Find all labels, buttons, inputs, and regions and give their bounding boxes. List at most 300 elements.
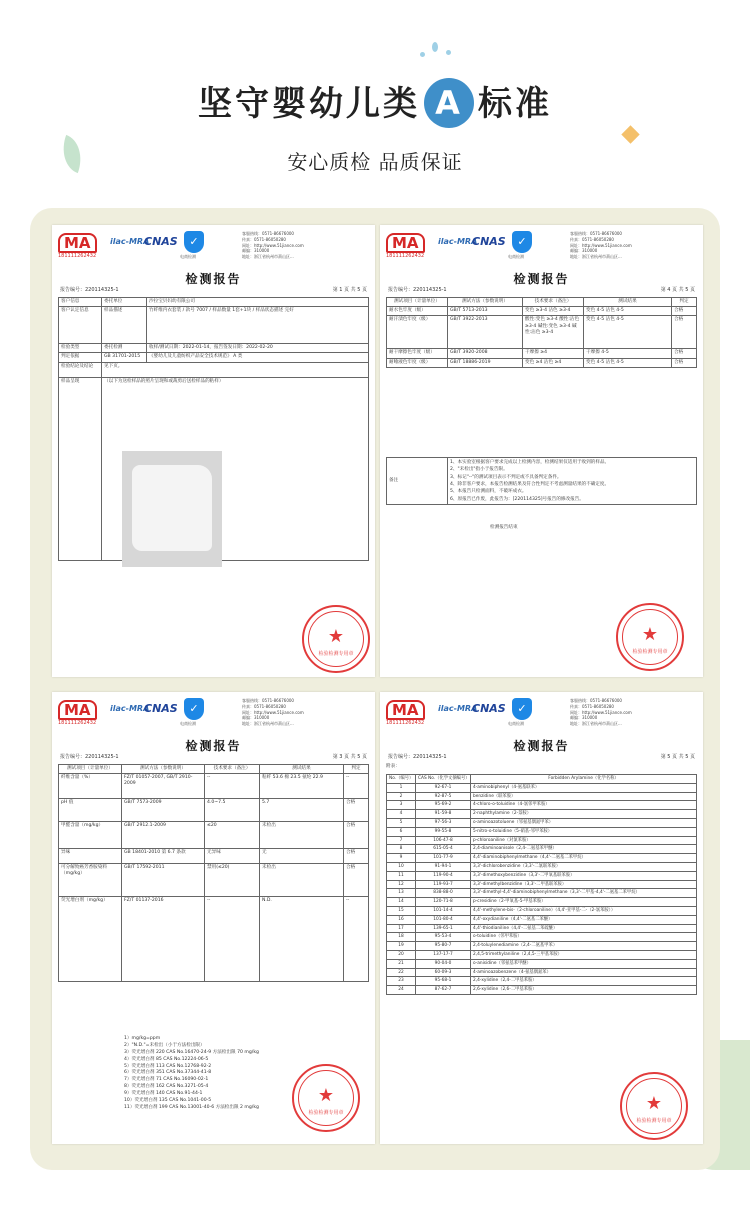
contact-line: 地址：浙江省杭州市萧山区...: [570, 721, 622, 727]
cell: 客户认定信息: [59, 307, 102, 344]
cell: o-aminoazotoluene（邻氨基偶氮甲苯）: [471, 818, 697, 827]
ma-mark: MA: [386, 700, 425, 720]
cell: 客户信息: [59, 298, 102, 307]
cell: 收样/测试日期：2022-01-14，报告签发日期：2022-02-20: [147, 344, 369, 353]
official-seal-icon: ★ 检验检测专用章: [616, 603, 684, 671]
cell: 见下页。: [102, 362, 369, 377]
report-number: 报告编号：220114325-1: [388, 287, 447, 293]
report-header: [380, 692, 703, 732]
table-row: [387, 862, 697, 871]
cell: 无: [260, 849, 344, 864]
header-cell: 测试结果: [260, 765, 344, 774]
table-row: [387, 968, 697, 977]
cell: 纤维含量（%）: [59, 774, 122, 799]
cell: --: [205, 897, 260, 982]
note-line: 5）荧光增白剂 113 CAS No.12768-92-2: [124, 1063, 212, 1069]
report-page-3: [52, 692, 375, 1144]
header-cell: 判定: [344, 765, 369, 774]
report-meta: [388, 287, 695, 294]
cell: 3,3'-dichlorobenzidine（3,3'-二氯联苯胺）: [471, 862, 697, 871]
ma-logo: [386, 700, 432, 724]
ilac-logo: ilac-MRA: [438, 237, 478, 246]
table-row: [387, 924, 697, 933]
cell: 91-94-1: [416, 862, 471, 871]
report-header: [380, 225, 703, 265]
cell: 2-naphthylamine（2-萘胺）: [471, 810, 697, 819]
cell: 18: [387, 933, 416, 942]
shield-check-icon: ✓: [512, 698, 532, 720]
cell: 95-68-1: [416, 977, 471, 986]
table-row: [387, 898, 697, 907]
note-line: 1）mg/kg=ppm: [124, 1036, 161, 1041]
cell: 21: [387, 959, 416, 968]
contact-line: 传真：0571-86050280: [242, 236, 286, 242]
cell: 16: [387, 915, 416, 924]
shield-check-icon: ✓: [184, 231, 204, 253]
report-number: 报告编号：220114325-1: [60, 754, 119, 760]
appendix-label: 附表：: [386, 764, 400, 769]
cell: p-cresidine（2-甲氧基-5-甲基苯胺）: [471, 898, 697, 907]
header-cell: 技术要求（备注）: [205, 765, 260, 774]
notes-block: [124, 1036, 259, 1112]
cell: 8: [387, 845, 416, 854]
header-cell: No.（编号）: [387, 775, 416, 784]
cell: 13: [387, 889, 416, 898]
report-number: 报告编号：220114325-1: [60, 287, 119, 293]
cell: 4-chloro-o-toluidine（4-氯邻甲苯胺）: [471, 801, 697, 810]
cell: 3,3'-dimethoxybenzidine（3,3'-二甲氧基联苯胺）: [471, 871, 697, 880]
cell: GB 31701-2015: [102, 353, 147, 362]
cell: 无异味: [205, 849, 260, 864]
cell: 耐水色牢度（级）: [387, 307, 448, 316]
contact-line: 传真：0571-86050280: [242, 703, 286, 709]
cell: 19: [387, 942, 416, 951]
table-row: [387, 986, 697, 995]
contact-line: 邮编：310000: [570, 715, 598, 721]
cell: 2,4-toluylenediamine（2,4-二氨基甲苯）: [471, 942, 697, 951]
cell: 7: [387, 836, 416, 845]
cell: 4,4'-oxydianiline（4,4'-二氨基二苯醚）: [471, 915, 697, 924]
arylamine-table: [386, 774, 697, 995]
contact-line: 网址：http://www.51jiance.com: [242, 709, 304, 715]
cell: 变色 4-5 沾色 4-5: [584, 316, 672, 349]
cell: 101-14-4: [416, 906, 471, 915]
ma-number: 181111262432: [386, 720, 425, 726]
report-meta: [388, 754, 695, 761]
cell: 合格: [344, 822, 369, 849]
cell: 合格: [344, 849, 369, 864]
cell: 17: [387, 924, 416, 933]
seal-text: 检验检测专用章: [308, 1110, 344, 1116]
cell: 干摩擦 4-5: [584, 349, 672, 358]
report-page-5: [380, 692, 703, 1144]
cell: 119-90-4: [416, 871, 471, 880]
cell: 委托检测: [102, 344, 147, 353]
ma-number: 181111262432: [386, 253, 425, 259]
cell: 变色 4-5 沾色 4-5: [584, 358, 672, 367]
header-cell: CAS No.（化学文摘编号）: [416, 775, 471, 784]
table-row: [387, 880, 697, 889]
contact-line: 传真：0571-86050280: [570, 236, 614, 242]
report-page-4: [380, 225, 703, 677]
cnas-logo: CNAS: [472, 235, 506, 248]
cell: 12: [387, 880, 416, 889]
cell: 20: [387, 950, 416, 959]
report-header: [52, 692, 375, 732]
note-line: 1、本实验室根据客户要求完成以上检测内容，检测结果仅适用于收到的样品。: [450, 460, 610, 465]
table-row: [387, 810, 697, 819]
note-line: 2）"N.D."=未检出（小于方法检出限）: [124, 1042, 205, 1048]
cell: 合格: [344, 864, 369, 897]
decor-dot: [420, 52, 425, 57]
contact-block: [242, 231, 304, 260]
note-line: 3、标记"--"的测试项目表示不判定或不具备判定条件。: [450, 474, 562, 480]
grade-a-badge: A: [424, 78, 474, 128]
note-line: 7）荧光增白剂 71 CAS No.16090-02-1: [124, 1077, 209, 1083]
decor-dot: [446, 50, 451, 55]
ma-mark: MA: [58, 233, 97, 253]
table-header-row: [59, 765, 369, 774]
cell: 15: [387, 906, 416, 915]
table-row: [387, 871, 697, 880]
cell: 22: [387, 968, 416, 977]
result-table: [58, 764, 369, 982]
cell: 4-aminoazobenzene（4-氨基偶氮苯）: [471, 968, 697, 977]
contact-block: [242, 698, 304, 727]
cell: FZ/T 01057-2007, GB/T 2910-2009: [122, 774, 205, 799]
sample-photo: [122, 451, 222, 567]
cell: 87-62-7: [416, 986, 471, 995]
page-subtitle: 安心质检 品质保证: [287, 150, 463, 174]
table-row: [387, 792, 697, 801]
cell: 9: [387, 854, 416, 863]
ma-number: 181111262432: [58, 720, 97, 726]
shield-check-icon: ✓: [512, 231, 532, 253]
shield-caption: 电商检测: [508, 254, 524, 259]
report-meta: [60, 754, 367, 761]
header-cell: 测试方法（参数说明）: [122, 765, 205, 774]
shield-caption: 电商检测: [180, 721, 196, 726]
table-row: [387, 827, 697, 836]
note-line: 4）荧光增白剂 85 CAS No.12224-06-5: [124, 1056, 209, 1062]
seal-text: 检验检测专用章: [632, 649, 668, 655]
table-row: [59, 897, 369, 982]
ma-mark: MA: [58, 700, 97, 720]
cell: 合格: [344, 799, 369, 822]
table-row: [387, 307, 697, 316]
official-seal-icon: ★ 检验检测专用章: [292, 1064, 360, 1132]
sample-bag-image: [132, 465, 212, 551]
notes-cell: [448, 458, 697, 505]
contact-line: 客服热线：0571-86676000: [242, 231, 294, 236]
cell: 5: [387, 818, 416, 827]
header-cell: 技术要求（备注）: [523, 298, 584, 307]
cell: pH 值: [59, 799, 122, 822]
cell: GB/T 3920-2008: [448, 349, 523, 358]
cell: 未检出: [260, 864, 344, 897]
table-row: [387, 836, 697, 845]
cell: 97-56-3: [416, 818, 471, 827]
table-header-row: [387, 775, 697, 784]
cell: 120-71-8: [416, 898, 471, 907]
ma-logo: [58, 700, 104, 724]
ma-number: 181111262432: [58, 253, 97, 259]
cell: 4,4'-thiodianiline（4,4'-二氨基二苯硫醚）: [471, 924, 697, 933]
note-line: 5、本报告只检测面料，不破坏成衣。: [450, 489, 527, 495]
cell: 3,3'-dimethylbenzidine（3,3'-二甲基联苯胺）: [471, 880, 697, 889]
cell: 5.7: [260, 799, 344, 822]
shield-check-icon: ✓: [184, 698, 204, 720]
cell: 禁用(≤20): [205, 864, 260, 897]
cell: 耐干摩擦色牢度（级）: [387, 349, 448, 358]
report-number: 报告编号：220114325-1: [388, 754, 447, 760]
cell: 139-65-1: [416, 924, 471, 933]
cell: 3: [387, 801, 416, 810]
official-seal-icon: ★ 检验检测专用章: [620, 1072, 688, 1140]
note-line: 6、原报告已作废，此报告为：[220114325]号报告的修改报告。: [450, 496, 584, 502]
notes-label: 备注: [387, 458, 448, 505]
cell: 变色 ≥3-4 沾色 ≥3-4: [523, 307, 584, 316]
ilac-logo: ilac-MRA: [110, 237, 150, 246]
table-row: [387, 818, 697, 827]
table-row: [387, 959, 697, 968]
table-row: [59, 849, 369, 864]
header-cell: 测试结果: [584, 298, 672, 307]
page-label: 第 4 页 共 5 页: [660, 287, 695, 293]
contact-line: 地址：浙江省杭州市萧山区...: [242, 254, 294, 260]
page-label: 第 3 页 共 5 页: [332, 754, 367, 760]
cell: o-anisidine（邻氨基苯甲醚）: [471, 959, 697, 968]
note-line: 4、除非客户要求，本报告检测结果及符合性判定不考虑测量结果的不确定度。: [450, 482, 610, 488]
cell: 2,4-xylidine（2,4-二甲基苯胺）: [471, 977, 697, 986]
cell: 5-nitro-o-toluidine（5-硝基-邻甲苯胺）: [471, 827, 697, 836]
cell: 4,4'-diaminobiphenylmethane（4,4'-二氨基二苯甲烷）: [471, 854, 697, 863]
table-row: [59, 298, 369, 307]
header-cell: Forbidden Arylamine（化学名称）: [471, 775, 697, 784]
cell: p-chloroaniline（对氯苯胺）: [471, 836, 697, 845]
cell: 可分解致癌芳香胺染料（mg/kg）: [59, 864, 122, 897]
note-line: 11）荧光增白剂 199 CAS No.13001-40-6 方法检出限 2 mg/kg: [124, 1104, 259, 1110]
cell: 合格: [672, 316, 697, 349]
shield-caption: 电商检测: [508, 721, 524, 726]
cell: 95-69-2: [416, 801, 471, 810]
cell: 2,4,5-trimethylaniline（2,4,5-三甲基苯胺）: [471, 950, 697, 959]
cell: 沙拉宝贝妇幼有限公司: [147, 298, 369, 307]
cell: 1: [387, 783, 416, 792]
cell: 甲醛含量（mg/kg）: [59, 822, 122, 849]
cnas-logo: CNAS: [472, 702, 506, 715]
table-row: [387, 458, 697, 505]
result-table: [386, 297, 697, 368]
cell: 2: [387, 792, 416, 801]
table-row: [387, 906, 697, 915]
table-row: [387, 349, 697, 358]
cell: 检验类型: [59, 344, 102, 353]
seal-text: 检验检测专用章: [636, 1118, 672, 1124]
cell: 23: [387, 977, 416, 986]
cell: 137-17-7: [416, 950, 471, 959]
cell: GB 18401-2010 第 6.7 条款: [122, 849, 205, 864]
table-row: [387, 977, 697, 986]
ma-logo: [386, 233, 432, 257]
official-seal-icon: ★ 检验检测专用章: [302, 605, 370, 673]
contact-line: 网址：http://www.51jiance.com: [570, 709, 632, 715]
cell: GB/T 18886-2019: [448, 358, 523, 367]
cnas-logo: CNAS: [144, 702, 178, 715]
cell: 6: [387, 827, 416, 836]
header-cell: 判定: [672, 298, 697, 307]
cell: 4.0~7.5: [205, 799, 260, 822]
report-title: 检测报告: [185, 272, 242, 286]
table-row: [387, 933, 697, 942]
cell: 14: [387, 898, 416, 907]
end-text: 检测报告结束: [490, 525, 518, 530]
note-line: 2、"未检出"指小于报告限。: [450, 467, 508, 473]
contact-line: 传真：0571-86050280: [570, 703, 614, 709]
seal-text: 检验检测专用章: [318, 651, 354, 657]
cell: 竹纤维内衣套装 / 款号 7007 / 样品数量 1套+1块 / 样品状态描述 完好: [147, 307, 369, 344]
cell: 荧光增白剂（mg/kg）: [59, 897, 122, 982]
cell: 60-09-3: [416, 968, 471, 977]
shield-caption: 电商检测: [180, 254, 196, 259]
table-row: [387, 915, 697, 924]
table-row: [59, 774, 369, 799]
hero-banner: [0, 0, 750, 205]
contact-block: [570, 698, 632, 727]
ilac-logo: ilac-MRA: [438, 704, 478, 713]
contact-line: 地址：浙江省杭州市萧山区...: [570, 254, 622, 260]
table-row: [59, 362, 369, 377]
ilac-logo: ilac-MRA: [110, 704, 150, 713]
table-row: [387, 854, 697, 863]
cell: 3,3'-dimethyl-4,4'-diaminobiphenylmethane（3,3'-二甲基-4,4'-二氨基二苯甲烷）: [471, 889, 697, 898]
cell: 92-67-1: [416, 783, 471, 792]
cell: 838-88-0: [416, 889, 471, 898]
cell: 99-55-8: [416, 827, 471, 836]
cell: 检验结论及结论: [59, 362, 102, 377]
cell: （以下为送检样品的照片呈现和或裁剪后送检样品的粘样）: [102, 377, 369, 560]
cell: 90-04-0: [416, 959, 471, 968]
table-row: [387, 316, 697, 349]
header-cell: 测试方法（参数说明）: [448, 298, 523, 307]
cell: 合格: [672, 307, 697, 316]
cell: GB/T 17592-2011: [122, 864, 205, 897]
note-line: 9）荧光增白剂 140 CAS No.91-44-1: [124, 1091, 203, 1097]
cell: GB/T 7573-2009: [122, 799, 205, 822]
table-row: [59, 353, 369, 362]
page-label: 第 1 页 共 5 页: [332, 287, 367, 293]
table-row: [59, 307, 369, 344]
title-text-after: 标准: [478, 84, 552, 124]
cell: 干摩擦 ≥4: [523, 349, 584, 358]
contact-line: 网址：http://www.51jiance.com: [570, 242, 632, 248]
table-row: [387, 801, 697, 810]
cell: 委托单位: [102, 298, 147, 307]
contact-block: [570, 231, 632, 260]
contact-line: 地址：浙江省杭州市萧山区...: [242, 721, 294, 727]
table-row: [387, 942, 697, 951]
table-row: [387, 783, 697, 792]
cell: 《婴幼儿及儿童纺织产品安全技术规范》 A 类: [147, 353, 369, 362]
cell: 异味: [59, 849, 122, 864]
cell: GB/T 2912.1-2009: [122, 822, 205, 849]
ma-mark: MA: [386, 233, 425, 253]
ma-logo: [58, 233, 104, 257]
contact-line: 邮编：310000: [570, 248, 598, 254]
cell: 95-80-7: [416, 942, 471, 951]
cell: 24: [387, 986, 416, 995]
contact-line: 邮编：310000: [242, 248, 270, 254]
cell: GB/T 5713-2013: [448, 307, 523, 316]
cell: 样品描述: [102, 307, 147, 344]
report-page-1: [52, 225, 375, 677]
cell: --: [344, 774, 369, 799]
cell: FZ/T 01137-2016: [122, 897, 205, 982]
cell: 样品呈现: [59, 377, 102, 560]
cell: 2,6-xylidine（2,6-二甲基苯胺）: [471, 986, 697, 995]
cell: GB/T 3922-2013: [448, 316, 523, 349]
table-row: [387, 845, 697, 854]
cell: 101-77-9: [416, 854, 471, 863]
cell: 变色 ≥4 沾色 ≥4: [523, 358, 584, 367]
page-label: 第 5 页 共 5 页: [660, 754, 695, 760]
cell: 4,4'-methylene-bis-（2-chloroaniline）（4,4'-亚甲基-二-（2-氯苯胺））: [471, 906, 697, 915]
header-cell: 测试项目（计量单位）: [387, 298, 448, 307]
cell: N.D.: [260, 897, 344, 982]
report-meta: [60, 287, 367, 294]
cell: --: [205, 774, 260, 799]
table-row: [59, 864, 369, 897]
notes-table: [386, 457, 697, 505]
note-line: 6）荧光增白剂 351 CAS No.37344-41-8: [124, 1070, 212, 1076]
cnas-logo: CNAS: [144, 235, 178, 248]
title-text-before: 坚守婴幼儿类: [198, 84, 420, 124]
cell: 合格: [672, 349, 697, 358]
report-title: 检测报告: [513, 739, 570, 753]
cell: 106-47-8: [416, 836, 471, 845]
report-header: [52, 225, 375, 265]
cell: 119-93-7: [416, 880, 471, 889]
note-line: 3）荧光增白剂 220 CAS No.16470-24-9 方法检出限 70 mg/kg: [124, 1049, 259, 1055]
cell: 2,4-diaminoanisole（2,4-二氨基苯甲醚）: [471, 845, 697, 854]
table-row: [387, 358, 697, 367]
cell: o-toluidine（邻甲苯胺）: [471, 933, 697, 942]
note-line: 8）荧光增白剂 162 CAS No.3271-05-4: [124, 1084, 209, 1090]
cell: 酸性:变色 ≥3-4 酸性:沾色 ≥3-4 碱性:变色 ≥3-4 碱性:沾色 ≥3-4: [523, 316, 584, 349]
table-row: [59, 799, 369, 822]
cell: 101-80-4: [416, 915, 471, 924]
cell: 615-05-4: [416, 845, 471, 854]
contact-line: 邮编：310000: [242, 715, 270, 721]
header-cell: 测试项目（计量单位）: [59, 765, 122, 774]
cell: --: [344, 897, 369, 982]
decor-dot: [432, 42, 438, 52]
cell: 判定依据: [59, 353, 102, 362]
cell: 92-87-5: [416, 792, 471, 801]
cell: 91-59-8: [416, 810, 471, 819]
report-title: 检测报告: [185, 739, 242, 753]
report-title: 检测报告: [513, 272, 570, 286]
page-title: [0, 76, 750, 131]
cell: 未检出: [260, 822, 344, 849]
cell: 变色 4-5 沾色 4-5: [584, 307, 672, 316]
table-row: [387, 889, 697, 898]
cell: 耐唾液色牢度（级）: [387, 358, 448, 367]
table-header-row: [387, 298, 697, 307]
cell: ≤20: [205, 822, 260, 849]
contact-line: 客服热线：0571-86676000: [570, 231, 622, 236]
note-line: 10）荧光增白剂 135 CAS No.1041-00-5: [124, 1098, 212, 1104]
